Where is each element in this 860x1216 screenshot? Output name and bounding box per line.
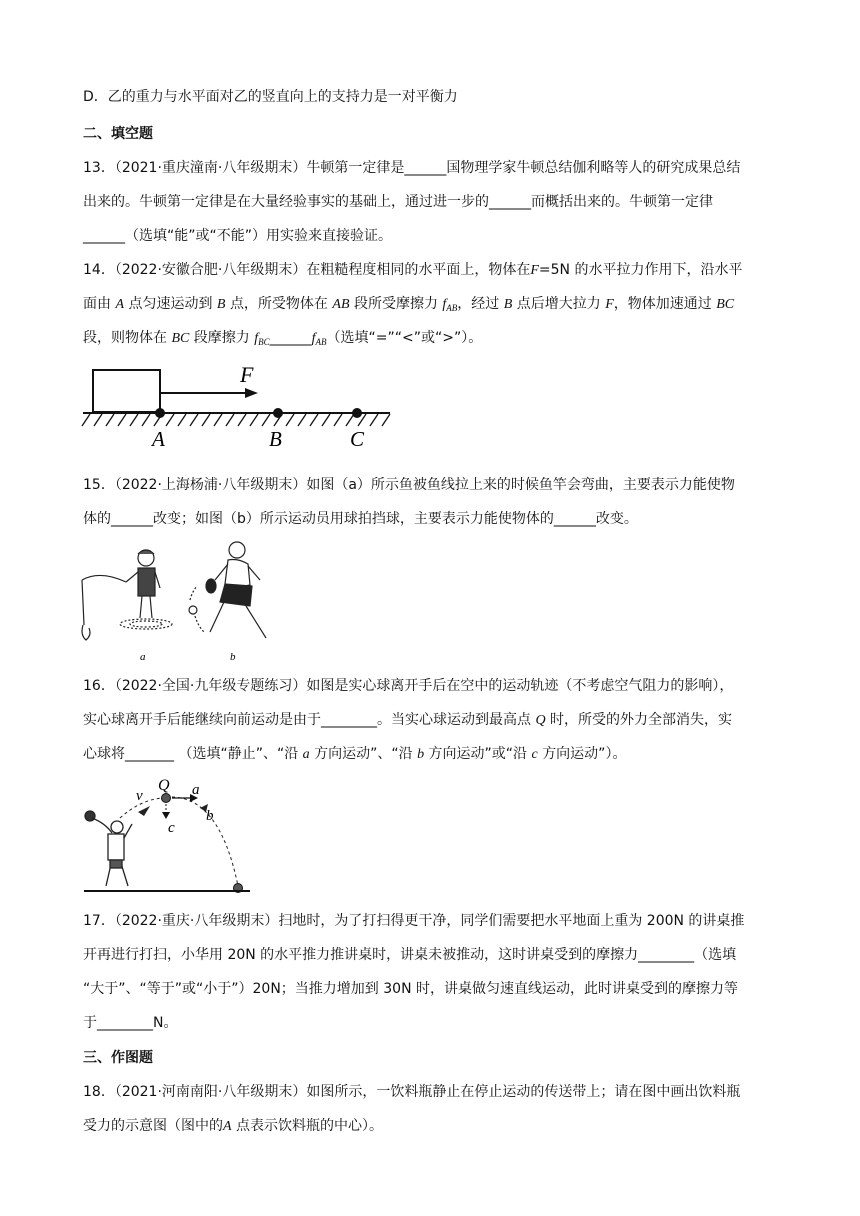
q14-line-2: 面由 A 点匀速运动到 B 点，所受物体在 AB 段所受摩擦力 $f_{AB}$，经过 B 点后增大拉力 F，物体加速通过 BC [83, 296, 735, 313]
label-v: v [136, 788, 143, 804]
ground-hatch [82, 414, 390, 426]
q17-line-3: “大于”、“等于”或“小于”）20N；当推力增加到 30N 时，讲桌做匀速直线运动，此时讲桌受到的摩擦力等 [83, 981, 738, 997]
q13-line-2: 出来的。牛顿第一定律是在大量经验事实的基础上，通过进一步的______而概括出来的。牛顿第一定律 [83, 194, 713, 210]
ball-at-Q [162, 794, 171, 803]
label-Q: Q [158, 778, 170, 794]
q15-line-2: 体的______改变；如图（b）所示运动员用球拍挡球，主要表示力能使物体的______改变。 [83, 511, 638, 527]
label-F: F [240, 362, 254, 387]
figure-a-fisherman [82, 550, 172, 640]
section-heading-fill-in: 二、填空题 [83, 126, 153, 142]
q17-line-1: 17．（2022·重庆·八年级期末）扫地时，为了打扫得更干净，同学们需要把水平地面上重为 200N 的讲桌推 [83, 913, 745, 929]
q15-figure [80, 540, 280, 665]
figure-b-player [189, 542, 266, 638]
q18-line-2: 受力的示意图（图中的A 点表示饮料瓶的中心）。 [83, 1118, 384, 1134]
point-C [352, 408, 362, 418]
q16-line-2: 实心球离开手后能继续向前运动是由于________。当实心球运动到最高点 Q 时，所受的外力全部消失，实 [83, 712, 733, 728]
section-heading-drawing: 三、作图题 [83, 1050, 153, 1066]
arrow-c-head [162, 812, 170, 819]
q14-figure [80, 360, 395, 450]
label-B: B [269, 427, 282, 450]
q16-line-3: 心球将_______ （选填“静止”、“沿 a 方向运动”、“沿 b 方向运动”或“沿 c 方向运动”）。 [83, 746, 627, 762]
q18-line-1: 18．（2021·河南南阳·八年级期末）如图所示，一饮料瓶静止在停止运动的传送带上；请在图中画出饮料瓶 [83, 1084, 741, 1100]
label-A: A [152, 427, 165, 450]
q13-line-3: ______（选填“能”或“不能”）用实验来直接验证。 [83, 228, 393, 244]
label-b: b [230, 651, 236, 663]
q13-line-1: 13．（2021·重庆潼南·八年级期末）牛顿第一定律是______国物理学家牛顿总结伽利略等人的研究成果总结 [83, 160, 741, 176]
block [93, 370, 160, 412]
rising-arrow [138, 806, 150, 816]
label-c-dir: c [168, 820, 175, 836]
label-a-dir: a [192, 782, 200, 798]
option-d: D．乙的重力与水平面对乙的竖直向上的支持力是一对平衡力 [83, 89, 458, 105]
thrower [85, 811, 132, 886]
label-b-dir: b [206, 808, 214, 824]
label-C: C [350, 427, 365, 450]
q15-line-1: 15．（2022·上海杨浦·八年级期末）如图（a）所示鱼被鱼线拉上来的时候鱼竿会弯曲，主要表示力能使物 [83, 477, 735, 493]
q16-figure [80, 778, 260, 898]
q16-line-1: 16．（2022·全国·九年级专题练习）如图是实心球离开手后在空中的运动轨迹（不考虑空气阻力的影响）， [83, 678, 734, 694]
q14-line-3: 段，则物体在 BC 段摩擦力 $f_{BC}\_\_\_\_\_\_f_{AB}$（选填“=”“<”或“>”）。 [83, 330, 483, 347]
q14-line-1: 14．（2022·安徽合肥·八年级期末）在粗糙程度相同的水平面上，物体在F=5N 的水平拉力作用下，沿水平 [83, 262, 743, 278]
force-arrowhead [245, 388, 258, 398]
point-A [155, 408, 165, 418]
point-B [273, 408, 283, 418]
q17-line-2: 开再进行打扫，小华用 20N 的水平推力推讲桌时，讲桌未被推动，这时讲桌受到的摩擦力________（选填 [83, 947, 737, 963]
q17-line-4: 于________N。 [83, 1015, 178, 1031]
label-a: a [140, 651, 146, 663]
